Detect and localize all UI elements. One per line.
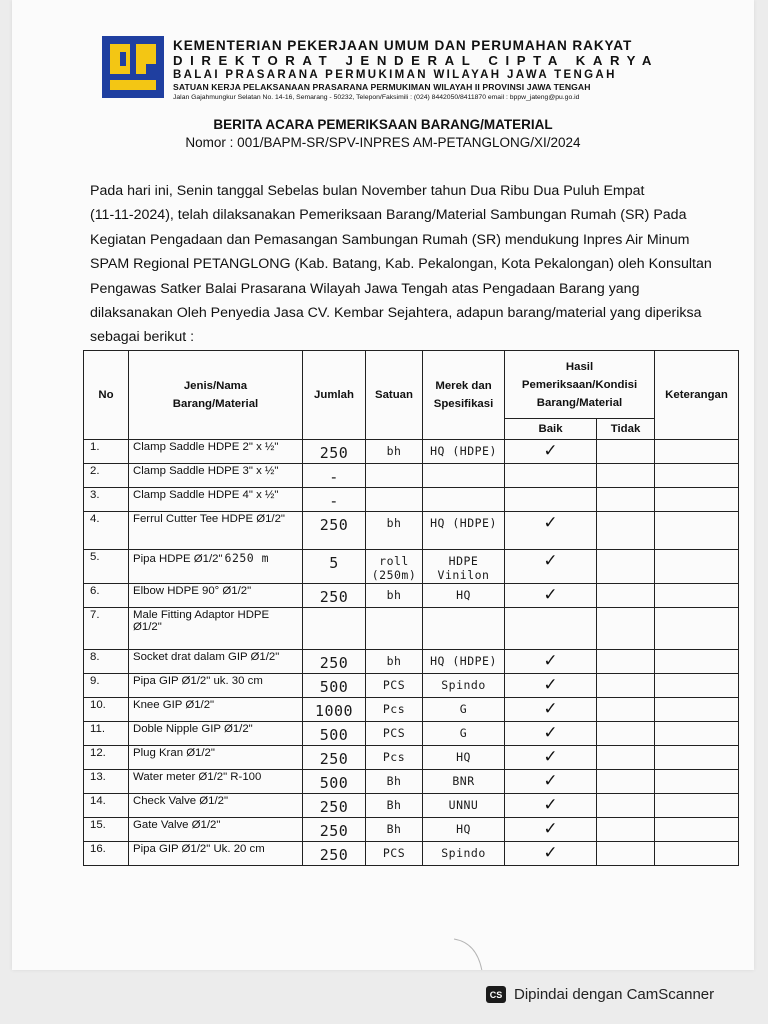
paragraph-line: dilaksanakan Oleh Penyedia Jasa CV. Kembar Sejahtera, adapun barang/material yang diperiksa	[90, 305, 702, 322]
header-no: No	[84, 351, 129, 440]
row-unit	[366, 584, 423, 608]
row-unit-value	[370, 489, 418, 492]
row-condition-good-value: ✓	[543, 675, 558, 695]
row-number: 9.	[84, 674, 129, 698]
document-number: Nomor : 001/BAPM-SR/SPV-INPRES AM-PETANGLONG/XI/2024	[185, 135, 581, 150]
material-name-text: Clamp Saddle HDPE 2" x ½"	[133, 441, 279, 453]
row-condition-bad	[597, 842, 655, 866]
row-condition-bad	[597, 584, 655, 608]
header-satuan: Satuan	[366, 351, 423, 440]
row-condition-good-value: ✓	[543, 843, 558, 863]
row-remarks	[655, 818, 739, 842]
row-brand-value	[427, 465, 500, 468]
row-condition-good-value: ✓	[543, 795, 558, 815]
row-condition-good	[505, 722, 597, 746]
row-unit	[366, 550, 423, 584]
row-quantity	[303, 794, 366, 818]
row-material-name	[129, 488, 303, 512]
row-unit	[366, 722, 423, 746]
row-number: 6.	[84, 584, 129, 608]
row-quantity	[303, 464, 366, 488]
material-name-handwritten-note: 6250 m	[224, 551, 270, 565]
row-condition-bad	[597, 464, 655, 488]
paragraph-line: Pengawas Satker Balai Prasarana Wilayah Jawa Tengah atas Pengadaan Barang yang	[90, 280, 640, 297]
header-jumlah: Jumlah	[303, 351, 366, 440]
material-name-text: Socket drat dalam GIP Ø1/2"	[133, 651, 280, 663]
row-number: 11.	[84, 722, 129, 746]
row-material-name	[129, 512, 303, 550]
material-name-text: Elbow HDPE 90° Ø1/2"	[133, 585, 252, 597]
opening-paragraph	[90, 179, 722, 350]
row-unit-value	[370, 465, 418, 468]
material-name-text: Clamp Saddle HDPE 4" x ½"	[133, 489, 279, 501]
row-quantity	[303, 746, 366, 770]
row-condition-good	[505, 818, 597, 842]
row-unit	[366, 698, 423, 722]
row-condition-good-value: ✓	[543, 723, 558, 743]
row-condition-good-value: ✓	[543, 771, 558, 791]
row-number: 4.	[84, 512, 129, 550]
table-row	[84, 440, 739, 464]
row-unit-value	[370, 609, 418, 612]
row-condition-good-value: ✓	[543, 651, 558, 671]
row-material-name	[129, 584, 303, 608]
row-quantity	[303, 550, 366, 584]
row-unit	[366, 770, 423, 794]
row-brand	[423, 770, 505, 794]
row-condition-good	[505, 770, 597, 794]
row-number: 14.	[84, 794, 129, 818]
row-unit-value: bh	[386, 654, 402, 668]
table-row	[84, 512, 739, 550]
row-quantity	[303, 770, 366, 794]
row-condition-good-value: ✓	[543, 585, 558, 605]
row-material-name	[129, 842, 303, 866]
row-brand-value: UNNU	[448, 798, 479, 812]
material-name-text: Pipa GIP Ø1/2" Uk. 20 cm	[133, 843, 265, 855]
material-name-text: Clamp Saddle HDPE 3" x ½"	[133, 465, 279, 477]
row-quantity	[303, 584, 366, 608]
row-unit-value: Bh	[386, 798, 402, 812]
materials-table	[83, 350, 739, 866]
row-brand-value: G	[459, 726, 468, 740]
material-name-text: Ferrul Cutter Tee HDPE Ø1/2"	[133, 513, 285, 525]
letterhead-balai: BALAI PRASARANA PERMUKIMAN WILAYAH JAWA TENGAH	[173, 69, 617, 81]
material-name-text: Pipa GIP Ø1/2" uk. 30 cm	[133, 675, 263, 687]
row-quantity-value: 250	[319, 444, 349, 462]
material-name-text: Knee GIP Ø1/2"	[133, 699, 215, 711]
row-condition-good-value: ✓	[543, 699, 558, 719]
material-name-text: Gate Valve Ø1/2"	[133, 819, 221, 831]
row-unit-value: Bh	[386, 774, 402, 788]
row-remarks	[655, 674, 739, 698]
row-number: 16.	[84, 842, 129, 866]
row-number: 15.	[84, 818, 129, 842]
row-number: 13.	[84, 770, 129, 794]
row-remarks	[655, 770, 739, 794]
row-material-name	[129, 464, 303, 488]
row-condition-good	[505, 650, 597, 674]
row-brand-value: Spindo	[441, 846, 486, 860]
table-row	[84, 842, 739, 866]
row-brand	[423, 440, 505, 464]
paragraph-line: Kegiatan Pengadaan dan Pemasangan Sambungan Rumah (SR) mendukung Inpres Air Minum	[90, 231, 690, 248]
row-brand-value: HQ (HDPE)	[430, 444, 497, 458]
row-material-name	[129, 698, 303, 722]
table-row	[84, 770, 739, 794]
row-brand	[423, 550, 505, 584]
row-quantity	[303, 818, 366, 842]
row-quantity-value: 1000	[314, 702, 354, 720]
row-condition-bad	[597, 770, 655, 794]
table-row	[84, 488, 739, 512]
row-condition-good	[505, 608, 597, 650]
row-quantity-value	[307, 609, 361, 612]
pen-mark-icon	[452, 935, 488, 970]
row-number: 2.	[84, 464, 129, 488]
row-unit-value: PCS	[382, 726, 406, 740]
letterhead-ministry: KEMENTERIAN PEKERJAAN UMUM DAN PERUMAHAN RAKYAT	[173, 38, 633, 53]
row-unit	[366, 512, 423, 550]
row-brand	[423, 608, 505, 650]
row-quantity-value: -	[329, 468, 339, 486]
scanner-watermark	[486, 986, 714, 1003]
row-unit	[366, 842, 423, 866]
table-row	[84, 794, 739, 818]
row-quantity-value: 250	[319, 846, 349, 864]
row-unit	[366, 674, 423, 698]
row-quantity	[303, 512, 366, 550]
row-condition-bad	[597, 440, 655, 464]
table-row	[84, 464, 739, 488]
letterhead-directorate: DIREKTORAT JENDERAL CIPTA KARYA	[173, 53, 659, 68]
header-baik: Baik	[505, 419, 597, 440]
row-number: 7.	[84, 608, 129, 650]
row-condition-good	[505, 488, 597, 512]
row-condition-good-value: ✓	[543, 551, 558, 571]
row-material-name	[129, 608, 303, 650]
table-row	[84, 584, 739, 608]
row-brand	[423, 842, 505, 866]
row-material-name	[129, 794, 303, 818]
row-condition-bad	[597, 722, 655, 746]
pu-logo-icon	[100, 34, 166, 100]
row-material-name	[129, 770, 303, 794]
document-title: BERITA ACARA PEMERIKSAAN BARANG/MATERIAL	[213, 117, 553, 132]
row-condition-good-value: ✓	[543, 513, 558, 533]
row-remarks	[655, 842, 739, 866]
row-brand	[423, 818, 505, 842]
header-hasil: Hasil Pemeriksaan/Kondisi Barang/Material	[505, 351, 655, 419]
row-brand-value: HDPE Vinilon	[437, 554, 490, 582]
row-condition-good	[505, 842, 597, 866]
row-condition-bad	[597, 746, 655, 770]
row-unit	[366, 746, 423, 770]
row-remarks	[655, 488, 739, 512]
document-page	[12, 0, 754, 970]
row-brand-value: HQ (HDPE)	[430, 516, 497, 530]
scanner-text: Dipindai dengan CamScanner	[514, 986, 715, 1003]
row-quantity-value: 250	[319, 516, 349, 534]
row-unit-value: PCS	[382, 846, 406, 860]
row-remarks	[655, 698, 739, 722]
row-condition-good	[505, 746, 597, 770]
camscanner-icon: CS	[486, 986, 506, 1003]
row-unit-value: bh	[386, 588, 402, 602]
row-material-name	[129, 440, 303, 464]
header-keterangan: Keterangan	[655, 351, 739, 440]
row-quantity-value: 250	[319, 654, 349, 672]
row-unit	[366, 818, 423, 842]
table-row	[84, 722, 739, 746]
row-condition-good	[505, 440, 597, 464]
row-condition-bad	[597, 794, 655, 818]
row-condition-bad	[597, 698, 655, 722]
row-brand-value: HQ	[456, 822, 471, 836]
row-condition-bad	[597, 488, 655, 512]
row-condition-bad	[597, 608, 655, 650]
row-unit-value: bh	[386, 444, 402, 458]
row-condition-bad	[597, 550, 655, 584]
paragraph-line: (11-11-2024), telah dilaksanakan Pemeriksaan Barang/Material Sambungan Rumah (SR) Pada	[90, 207, 687, 224]
letterhead-address: Jalan Gajahmungkur Selatan No. 14-16, Semarang - 50232, Telepon/Faksimili : (024) 8442050/8411870 email : bppw_jateng@pu.go.id	[173, 94, 580, 101]
row-condition-good-value: ✓	[543, 747, 558, 767]
table-row	[84, 746, 739, 770]
paragraph-line: sebagai berikut :	[90, 329, 195, 346]
material-name-text: Plug Kran Ø1/2"	[133, 747, 215, 759]
row-remarks	[655, 608, 739, 650]
table-row	[84, 608, 739, 650]
row-quantity-value: 250	[319, 588, 349, 606]
table-row	[84, 550, 739, 584]
row-unit-value: bh	[386, 516, 402, 530]
material-name-text: Pipa HDPE Ø1/2"	[133, 553, 223, 565]
row-brand-value: Spindo	[441, 678, 486, 692]
row-condition-bad	[597, 818, 655, 842]
row-condition-good-value: ✓	[543, 819, 558, 839]
row-quantity-value: 5	[329, 554, 339, 572]
row-quantity	[303, 722, 366, 746]
row-brand	[423, 650, 505, 674]
row-condition-good	[505, 464, 597, 488]
row-brand	[423, 464, 505, 488]
row-remarks	[655, 512, 739, 550]
row-condition-good	[505, 674, 597, 698]
row-quantity	[303, 440, 366, 464]
row-unit-value: Bh	[386, 822, 402, 836]
row-brand-value: HQ (HDPE)	[430, 654, 497, 668]
row-brand	[423, 722, 505, 746]
row-quantity-value: 500	[319, 678, 349, 696]
row-quantity-value: 500	[319, 726, 349, 744]
material-name-text: Check Valve Ø1/2"	[133, 795, 229, 807]
row-quantity	[303, 674, 366, 698]
row-brand	[423, 512, 505, 550]
row-remarks	[655, 650, 739, 674]
row-unit-value: Pcs	[382, 750, 406, 764]
row-brand-value: BNR	[452, 774, 475, 788]
row-brand-value: G	[459, 702, 468, 716]
row-unit-value: PCS	[382, 678, 406, 692]
row-condition-bad	[597, 674, 655, 698]
material-name-text: Male Fitting Adaptor HDPE Ø1/2"	[133, 609, 270, 633]
row-material-name	[129, 650, 303, 674]
row-quantity	[303, 608, 366, 650]
row-unit	[366, 464, 423, 488]
row-quantity-value: 250	[319, 822, 349, 840]
header-tidak: Tidak	[597, 419, 655, 440]
row-unit	[366, 488, 423, 512]
table-row	[84, 818, 739, 842]
row-brand-value	[427, 489, 500, 492]
row-number: 8.	[84, 650, 129, 674]
table-row	[84, 650, 739, 674]
row-condition-good	[505, 512, 597, 550]
header-merek: Merek dan Spesifikasi	[423, 351, 505, 440]
table-row	[84, 698, 739, 722]
row-remarks	[655, 550, 739, 584]
row-brand	[423, 674, 505, 698]
row-condition-bad	[597, 650, 655, 674]
row-condition-good	[505, 698, 597, 722]
row-quantity	[303, 488, 366, 512]
row-quantity-value: 250	[319, 750, 349, 768]
row-material-name	[129, 722, 303, 746]
row-brand	[423, 746, 505, 770]
row-unit	[366, 608, 423, 650]
row-quantity	[303, 842, 366, 866]
row-material-name	[129, 550, 303, 584]
row-condition-good	[505, 794, 597, 818]
row-quantity-value: 250	[319, 798, 349, 816]
row-quantity-value: 500	[319, 774, 349, 792]
row-condition-good	[505, 584, 597, 608]
row-condition-good	[505, 550, 597, 584]
row-material-name	[129, 674, 303, 698]
table-row	[84, 674, 739, 698]
row-remarks	[655, 584, 739, 608]
row-remarks	[655, 722, 739, 746]
paragraph-line: Pada hari ini, Senin tanggal Sebelas bulan November tahun Dua Ribu Dua Puluh Empat	[90, 183, 645, 199]
paragraph-line: SPAM Regional PETANGLONG (Kab. Batang, Kab. Pekalongan, Kota Pekalongan) oleh Konsultan	[90, 256, 712, 273]
row-remarks	[655, 464, 739, 488]
row-unit	[366, 440, 423, 464]
row-material-name	[129, 818, 303, 842]
row-number: 5.	[84, 550, 129, 584]
row-number: 3.	[84, 488, 129, 512]
row-brand	[423, 488, 505, 512]
row-brand	[423, 584, 505, 608]
material-name-text: Doble Nipple GIP Ø1/2"	[133, 723, 253, 735]
row-number: 12.	[84, 746, 129, 770]
row-unit	[366, 650, 423, 674]
row-brand	[423, 698, 505, 722]
row-condition-bad	[597, 512, 655, 550]
row-brand-value: HQ	[456, 588, 471, 602]
row-number: 10.	[84, 698, 129, 722]
material-name-text: Water meter Ø1/2" R-100	[133, 771, 262, 783]
row-brand-value	[427, 609, 500, 612]
header-jenis: Jenis/Nama Barang/Material	[129, 351, 303, 440]
letterhead	[173, 38, 673, 101]
row-brand	[423, 794, 505, 818]
row-unit-value: roll (250m)	[371, 554, 417, 582]
row-remarks	[655, 440, 739, 464]
row-number: 1.	[84, 440, 129, 464]
row-brand-value: HQ	[456, 750, 471, 764]
row-unit-value: Pcs	[382, 702, 406, 716]
row-material-name	[129, 746, 303, 770]
row-quantity	[303, 650, 366, 674]
row-remarks	[655, 746, 739, 770]
row-quantity-value: -	[329, 492, 339, 510]
letterhead-satker: SATUAN KERJA PELAKSANAAN PRASARANA PERMUKIMAN WILAYAH II PROVINSI JAWA TENGAH	[173, 82, 591, 92]
row-condition-good-value: ✓	[543, 441, 558, 461]
row-remarks	[655, 794, 739, 818]
row-quantity	[303, 698, 366, 722]
row-unit	[366, 794, 423, 818]
